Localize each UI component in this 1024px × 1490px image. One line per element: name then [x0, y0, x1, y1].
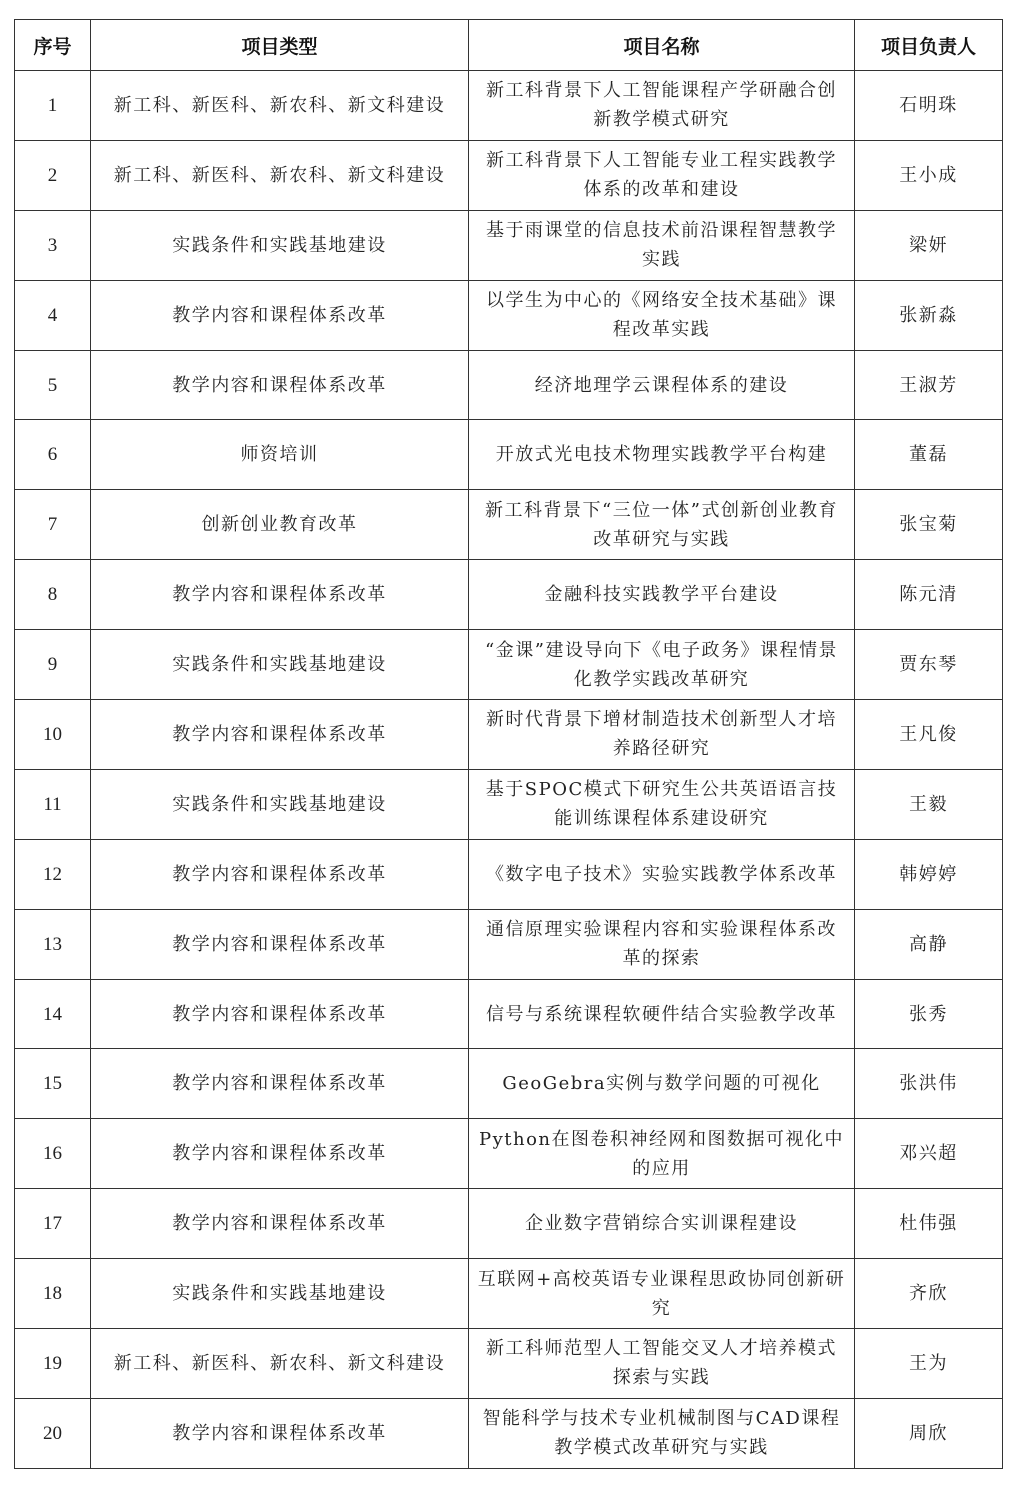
- table-row: [15, 71, 1003, 141]
- table-row: [15, 1398, 1003, 1468]
- header-row: [15, 20, 1003, 71]
- project-table: [14, 19, 1003, 1469]
- cell-no: 12: [15, 839, 91, 909]
- cell-name: 《数字电子技术》实验实践教学体系改革: [469, 839, 855, 909]
- cell-no: 4: [15, 280, 91, 350]
- table-row: [15, 1189, 1003, 1259]
- cell-no: 9: [15, 630, 91, 700]
- cell-no: 3: [15, 210, 91, 280]
- cell-leader: 王凡俊: [855, 700, 1003, 770]
- table-row: [15, 560, 1003, 630]
- cell-name: “金课”建设导向下《电子政务》课程情景化教学实践改革研究: [469, 630, 855, 700]
- table-row: [15, 979, 1003, 1049]
- cell-leader: 张新淼: [855, 280, 1003, 350]
- table-row: [15, 700, 1003, 770]
- cell-leader: 张洪伟: [855, 1049, 1003, 1119]
- table-row: [15, 420, 1003, 490]
- cell-leader: 邓兴超: [855, 1119, 1003, 1189]
- cell-type: 教学内容和课程体系改革: [91, 350, 469, 420]
- cell-type: 教学内容和课程体系改革: [91, 1398, 469, 1468]
- cell-type: 新工科、新医科、新农科、新文科建设: [91, 1329, 469, 1399]
- cell-type: 新工科、新医科、新农科、新文科建设: [91, 140, 469, 210]
- cell-name: 金融科技实践教学平台建设: [469, 560, 855, 630]
- table-row: [15, 1049, 1003, 1119]
- cell-name: 基于雨课堂的信息技术前沿课程智慧教学实践: [469, 210, 855, 280]
- cell-leader: 张秀: [855, 979, 1003, 1049]
- cell-leader: 杜伟强: [855, 1189, 1003, 1259]
- cell-type: 新工科、新医科、新农科、新文科建设: [91, 71, 469, 141]
- cell-no: 15: [15, 1049, 91, 1119]
- cell-name: 信号与系统课程软硬件结合实验教学改革: [469, 979, 855, 1049]
- cell-no: 8: [15, 560, 91, 630]
- cell-no: 2: [15, 140, 91, 210]
- header-no: 序号: [15, 20, 91, 71]
- cell-leader: 王毅: [855, 769, 1003, 839]
- table-row: [15, 839, 1003, 909]
- cell-type: 教学内容和课程体系改革: [91, 1049, 469, 1119]
- table-row: [15, 350, 1003, 420]
- cell-leader: 陈元清: [855, 560, 1003, 630]
- cell-no: 5: [15, 350, 91, 420]
- cell-leader: 王为: [855, 1329, 1003, 1399]
- cell-leader: 齐欣: [855, 1259, 1003, 1329]
- cell-name: Python在图卷积神经网和图数据可视化中的应用: [469, 1119, 855, 1189]
- table-row: [15, 769, 1003, 839]
- cell-no: 6: [15, 420, 91, 490]
- cell-leader: 周欣: [855, 1398, 1003, 1468]
- cell-name: 新时代背景下增材制造技术创新型人才培养路径研究: [469, 700, 855, 770]
- cell-leader: 张宝菊: [855, 490, 1003, 560]
- cell-type: 创新创业教育改革: [91, 490, 469, 560]
- table-row: [15, 1259, 1003, 1329]
- cell-name: 新工科背景下人工智能课程产学研融合创新教学模式研究: [469, 71, 855, 141]
- cell-no: 20: [15, 1398, 91, 1468]
- cell-name: 以学生为中心的《网络安全技术基础》课程改革实践: [469, 280, 855, 350]
- cell-no: 10: [15, 700, 91, 770]
- table-row: [15, 280, 1003, 350]
- cell-leader: 梁妍: [855, 210, 1003, 280]
- table-row: [15, 1329, 1003, 1399]
- cell-name: 经济地理学云课程体系的建设: [469, 350, 855, 420]
- cell-leader: 高静: [855, 909, 1003, 979]
- table-row: [15, 210, 1003, 280]
- cell-leader: 贾东琴: [855, 630, 1003, 700]
- cell-type: 教学内容和课程体系改革: [91, 560, 469, 630]
- cell-name: 新工科背景下人工智能专业工程实践教学体系的改革和建设: [469, 140, 855, 210]
- table-row: [15, 490, 1003, 560]
- table-body: [15, 71, 1003, 1469]
- cell-type: 教学内容和课程体系改革: [91, 909, 469, 979]
- cell-name: 通信原理实验课程内容和实验课程体系改革的探索: [469, 909, 855, 979]
- cell-no: 16: [15, 1119, 91, 1189]
- cell-name: 企业数字营销综合实训课程建设: [469, 1189, 855, 1259]
- cell-no: 14: [15, 979, 91, 1049]
- cell-type: 师资培训: [91, 420, 469, 490]
- cell-no: 1: [15, 71, 91, 141]
- table-row: [15, 140, 1003, 210]
- table-row: [15, 1119, 1003, 1189]
- cell-no: 11: [15, 769, 91, 839]
- cell-leader: 董磊: [855, 420, 1003, 490]
- header-type: 项目类型: [91, 20, 469, 71]
- cell-name: 基于SPOC模式下研究生公共英语语言技能训练课程体系建设研究: [469, 769, 855, 839]
- header-name: 项目名称: [469, 20, 855, 71]
- cell-name: GeoGebra实例与数学问题的可视化: [469, 1049, 855, 1119]
- cell-name: 智能科学与技术专业机械制图与CAD课程教学模式改革研究与实践: [469, 1398, 855, 1468]
- cell-type: 教学内容和课程体系改革: [91, 700, 469, 770]
- cell-name: 新工科背景下“三位一体”式创新创业教育改革研究与实践: [469, 490, 855, 560]
- cell-no: 19: [15, 1329, 91, 1399]
- cell-leader: 王小成: [855, 140, 1003, 210]
- cell-name: 互联网+高校英语专业课程思政协同创新研究: [469, 1259, 855, 1329]
- cell-type: 教学内容和课程体系改革: [91, 839, 469, 909]
- cell-type: 教学内容和课程体系改革: [91, 979, 469, 1049]
- cell-type: 教学内容和课程体系改革: [91, 1119, 469, 1189]
- header-leader: 项目负责人: [855, 20, 1003, 71]
- cell-no: 17: [15, 1189, 91, 1259]
- cell-type: 教学内容和课程体系改革: [91, 280, 469, 350]
- cell-type: 实践条件和实践基地建设: [91, 1259, 469, 1329]
- cell-name: 新工科师范型人工智能交叉人才培养模式探索与实践: [469, 1329, 855, 1399]
- cell-name: 开放式光电技术物理实践教学平台构建: [469, 420, 855, 490]
- table-row: [15, 630, 1003, 700]
- cell-no: 18: [15, 1259, 91, 1329]
- table-row: [15, 909, 1003, 979]
- cell-no: 13: [15, 909, 91, 979]
- cell-no: 7: [15, 490, 91, 560]
- cell-type: 教学内容和课程体系改革: [91, 1189, 469, 1259]
- cell-leader: 韩婷婷: [855, 839, 1003, 909]
- cell-type: 实践条件和实践基地建设: [91, 769, 469, 839]
- cell-type: 实践条件和实践基地建设: [91, 210, 469, 280]
- cell-leader: 石明珠: [855, 71, 1003, 141]
- cell-type: 实践条件和实践基地建设: [91, 630, 469, 700]
- cell-leader: 王淑芳: [855, 350, 1003, 420]
